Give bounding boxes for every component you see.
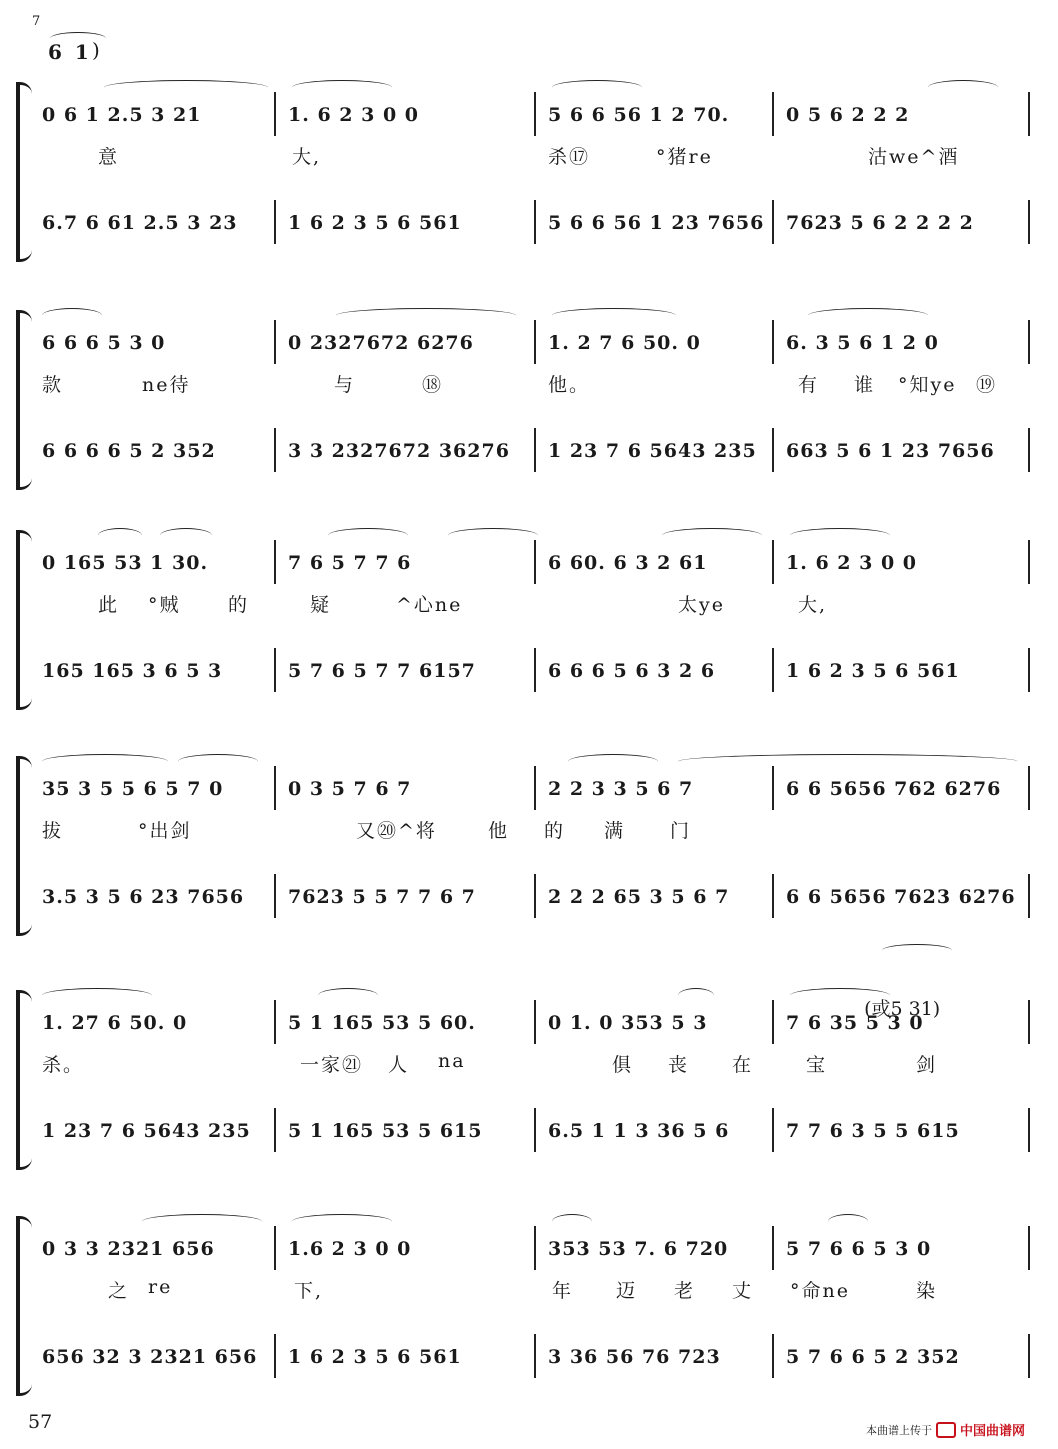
barline <box>772 540 774 584</box>
slur-icon <box>42 308 102 323</box>
lyric: 门 <box>670 820 692 842</box>
slur-icon <box>318 988 378 1003</box>
measure: 165 165 3 6 5 3 <box>42 660 223 682</box>
slur-icon <box>98 528 142 543</box>
barline <box>1028 540 1030 584</box>
slur-icon <box>42 754 168 769</box>
barline <box>534 1334 536 1378</box>
lyrics-line <box>38 1050 1028 1080</box>
closing-paren: ) <box>92 38 100 62</box>
voice-staff <box>38 326 1028 360</box>
alternative-reading-text: (或5 31) <box>864 998 941 1020</box>
lyrics-line <box>38 142 1028 172</box>
measure: 1 23 7 6 5643 235 <box>548 440 757 462</box>
accompaniment-staff <box>38 654 1028 688</box>
lyric: °命ne <box>790 1280 850 1302</box>
barline <box>1028 428 1030 472</box>
measure: 0 3 5 7 6 7 <box>288 778 412 800</box>
measure: 3 36 56 76 723 <box>548 1346 721 1368</box>
slur-icon <box>678 754 1018 769</box>
voice-staff <box>38 1232 1028 1266</box>
slur-icon <box>336 308 516 323</box>
measure: 6 6 6 5 3 0 <box>42 332 166 354</box>
measure: 3 3 2327672 36276 <box>288 440 510 462</box>
measure: 6. 3 5 6 1 2 0 <box>786 332 939 354</box>
barline <box>772 648 774 692</box>
slur-icon <box>552 1214 592 1229</box>
measure: 5 1 165 53 5 60. <box>288 1012 476 1034</box>
brace-icon <box>16 1216 20 1396</box>
tie-icon <box>882 944 952 957</box>
barline <box>1028 648 1030 692</box>
lyric: °出剑 <box>138 820 192 842</box>
lyric: 老 <box>674 1280 696 1302</box>
site-logo-icon <box>936 1422 956 1438</box>
accompaniment-staff <box>38 1114 1028 1148</box>
slur-icon <box>42 988 152 1003</box>
lyric: 满 <box>604 820 626 842</box>
barline <box>274 92 276 136</box>
measure: 2 2 2 65 3 5 6 7 <box>548 886 730 908</box>
measure: 7623 5 5 7 7 6 7 <box>288 886 476 908</box>
lyric: 疑 <box>310 594 332 616</box>
barline <box>1028 92 1030 136</box>
lyric: 沽we^酒 <box>868 146 960 168</box>
lyric: 有 <box>798 374 820 396</box>
slur-icon <box>790 528 890 543</box>
barline <box>274 200 276 244</box>
slur-icon <box>292 80 392 95</box>
measure: 6 6 6 6 5 2 352 <box>42 440 216 462</box>
measure: 1. 2 7 6 50. 0 <box>548 332 701 354</box>
barline <box>274 648 276 692</box>
barline <box>534 1000 536 1044</box>
barline <box>1028 1226 1030 1270</box>
measure: 7623 5 6 2 2 2 2 <box>786 212 974 234</box>
upload-credit[interactable] <box>866 1420 1025 1439</box>
slur-icon <box>552 308 676 323</box>
barline <box>534 428 536 472</box>
lyric: 大, <box>292 146 322 168</box>
barline <box>772 428 774 472</box>
barline <box>1028 1334 1030 1378</box>
ornament-mark: 7 <box>32 14 41 29</box>
measure: 0 2327672 6276 <box>288 332 474 354</box>
barline <box>1028 874 1030 918</box>
lyric: 年 <box>552 1280 574 1302</box>
barline <box>1028 200 1030 244</box>
lyric: ⑱ <box>422 374 444 396</box>
lyric: 之 <box>108 1280 130 1302</box>
measure: 1 6 2 3 5 6 561 <box>288 212 462 234</box>
measure: 7 6 5 7 7 6 <box>288 552 412 574</box>
lyrics-line <box>38 816 1028 846</box>
barline <box>274 1226 276 1270</box>
barline <box>534 1108 536 1152</box>
measure: 353 53 7. 6 720 <box>548 1238 729 1260</box>
measure: 7 7 6 3 5 5 615 <box>786 1120 960 1142</box>
site-brand: 中国曲谱网 <box>960 1424 1026 1439</box>
measure: 0 3 3 2321 656 <box>42 1238 215 1260</box>
barline <box>534 648 536 692</box>
measure: 5 7 6 6 5 3 0 <box>786 1238 932 1260</box>
measure: 1. 6 2 3 0 0 <box>786 552 918 574</box>
credit-text: 本曲谱上传于 <box>866 1423 932 1437</box>
barline <box>1028 1108 1030 1152</box>
lyric: 太ye <box>678 594 725 616</box>
slur-icon <box>928 80 998 95</box>
accompaniment-staff <box>38 880 1028 914</box>
slur-icon <box>678 988 714 1003</box>
barline <box>772 1334 774 1378</box>
lyric: 款 <box>42 374 64 396</box>
measure: 7 6 35 5 3 0 <box>786 1012 924 1034</box>
slur-icon <box>142 1214 262 1229</box>
barline <box>274 766 276 810</box>
brace-icon <box>16 310 20 490</box>
barline <box>1028 1000 1030 1044</box>
lyric: 谁 <box>854 374 876 396</box>
opening-fragment <box>30 14 120 74</box>
voice-staff <box>38 772 1028 806</box>
barline <box>534 1226 536 1270</box>
measure: 1.6 2 3 0 0 <box>288 1238 412 1260</box>
measure: 6 6 5656 762 6276 <box>786 778 1002 800</box>
measure: 5 6 6 56 1 2 70. <box>548 104 730 126</box>
score-system-4 <box>16 756 1028 936</box>
slur-icon <box>568 754 658 769</box>
score-system-6 <box>16 1216 1028 1396</box>
lyric: °知ye <box>898 374 957 396</box>
barline <box>274 1000 276 1044</box>
score-system-1 <box>16 82 1028 262</box>
barline <box>534 540 536 584</box>
voice-staff <box>38 98 1028 132</box>
accompaniment-staff <box>38 1340 1028 1374</box>
barline <box>772 1226 774 1270</box>
lyric: re <box>148 1276 173 1298</box>
lyric: 迈 <box>616 1280 638 1302</box>
barline <box>772 200 774 244</box>
lyric: 意 <box>98 146 120 168</box>
voice-staff <box>38 1006 1028 1040</box>
lyric: 剑 <box>916 1054 938 1076</box>
measure: 663 5 6 1 23 7656 <box>786 440 995 462</box>
lyric: 宝 <box>806 1054 828 1076</box>
lyric: ⑲ <box>976 374 998 396</box>
barline <box>534 874 536 918</box>
barline <box>274 320 276 364</box>
slur-icon <box>328 528 408 543</box>
barline <box>534 766 536 810</box>
barline <box>274 1108 276 1152</box>
measure: 656 32 3 2321 656 <box>42 1346 258 1368</box>
lyric: 拔 <box>42 820 64 842</box>
lyric: ne待 <box>142 374 191 396</box>
measure: 5 1 165 53 5 615 <box>288 1120 483 1142</box>
slur-icon <box>292 1214 392 1229</box>
brace-icon <box>16 82 20 262</box>
accompaniment-staff <box>38 206 1028 240</box>
slur-icon <box>662 528 762 543</box>
score-system-2 <box>16 310 1028 490</box>
measure: 6 6 6 5 6 3 2 6 <box>548 660 716 682</box>
measure: 0 165 53 1 30. <box>42 552 209 574</box>
barline <box>274 1334 276 1378</box>
measure: 1 6 2 3 5 6 561 <box>786 660 960 682</box>
measure: 0 6 1 2.5 3 21 <box>42 104 202 126</box>
slur-icon <box>104 80 268 95</box>
brace-icon <box>16 530 20 710</box>
barline <box>1028 766 1030 810</box>
slur-icon <box>552 80 642 95</box>
barline <box>534 320 536 364</box>
measure: 2 2 3 3 5 6 7 <box>548 778 694 800</box>
measure: 1 23 7 6 5643 235 <box>42 1120 251 1142</box>
lyric: 此 <box>98 594 120 616</box>
slur-icon <box>178 754 258 769</box>
slur-icon <box>828 1214 868 1229</box>
lyrics-line <box>38 1276 1028 1306</box>
lyric: 大, <box>798 594 828 616</box>
measure: 6 6 5656 7623 6276 <box>786 886 1016 908</box>
slur-icon <box>790 988 890 1003</box>
barline <box>772 874 774 918</box>
brace-icon <box>16 990 20 1170</box>
accompaniment-staff <box>38 434 1028 468</box>
lyric: ^心ne <box>396 594 463 616</box>
measure: 6.7 6 61 2.5 3 23 <box>42 212 238 234</box>
measure: 1. 6 2 3 0 0 <box>288 104 420 126</box>
opening-notes: 6 1 <box>48 40 92 64</box>
barline <box>274 874 276 918</box>
measure: 5 6 6 56 1 23 7656 <box>548 212 765 234</box>
lyric: 丈 <box>732 1280 754 1302</box>
lyric: 的 <box>544 820 566 842</box>
barline <box>772 320 774 364</box>
measure: 5 7 6 6 5 2 352 <box>786 1346 960 1368</box>
lyric: 俱 <box>612 1054 634 1076</box>
lyrics-line <box>38 590 1028 620</box>
measure: 0 1. 0 353 5 3 <box>548 1012 708 1034</box>
lyric: 在 <box>732 1054 754 1076</box>
lyric: 杀⑰ <box>548 146 591 168</box>
measure: 0 5 6 2 2 2 <box>786 104 910 126</box>
score-system-3 <box>16 530 1028 710</box>
slur-icon <box>808 308 928 323</box>
lyric: °贼 <box>148 594 181 616</box>
lyric: °猪re <box>656 146 713 168</box>
voice-staff <box>38 546 1028 580</box>
lyric: 与 <box>334 374 356 396</box>
measure: 5 7 6 5 7 7 6157 <box>288 660 476 682</box>
lyric: 人 <box>388 1054 410 1076</box>
barline <box>772 92 774 136</box>
barline <box>772 1108 774 1152</box>
page-number: 57 <box>28 1411 53 1433</box>
barline <box>274 428 276 472</box>
lyric: 的 <box>228 594 250 616</box>
lyric: 丧 <box>668 1054 690 1076</box>
lyric: 一家㉑ <box>300 1054 364 1076</box>
measure: 6 60. 6 3 2 61 <box>548 552 708 574</box>
slur-icon <box>160 528 212 543</box>
barline <box>274 540 276 584</box>
barline <box>1028 320 1030 364</box>
measure: 1 6 2 3 5 6 561 <box>288 1346 462 1368</box>
measure: 1. 27 6 50. 0 <box>42 1012 188 1034</box>
lyric: 他。 <box>548 374 591 396</box>
measure: 6.5 1 1 3 36 5 6 <box>548 1120 730 1142</box>
measure: 3.5 3 5 6 23 7656 <box>42 886 245 908</box>
lyric: na <box>438 1050 466 1072</box>
lyric: 下, <box>294 1280 324 1302</box>
lyric: 又⑳^将 <box>356 820 437 842</box>
slur-icon <box>448 528 538 543</box>
lyric: 染 <box>916 1280 938 1302</box>
barline <box>534 92 536 136</box>
lyric: 他 <box>488 820 510 842</box>
barline <box>772 1000 774 1044</box>
score-system-5 <box>16 990 1028 1170</box>
lyrics-line <box>38 370 1028 400</box>
brace-icon <box>16 756 20 936</box>
barline <box>772 766 774 810</box>
barline <box>534 200 536 244</box>
lyric: 杀。 <box>42 1054 85 1076</box>
measure: 35 3 5 5 6 5 7 0 <box>42 778 224 800</box>
